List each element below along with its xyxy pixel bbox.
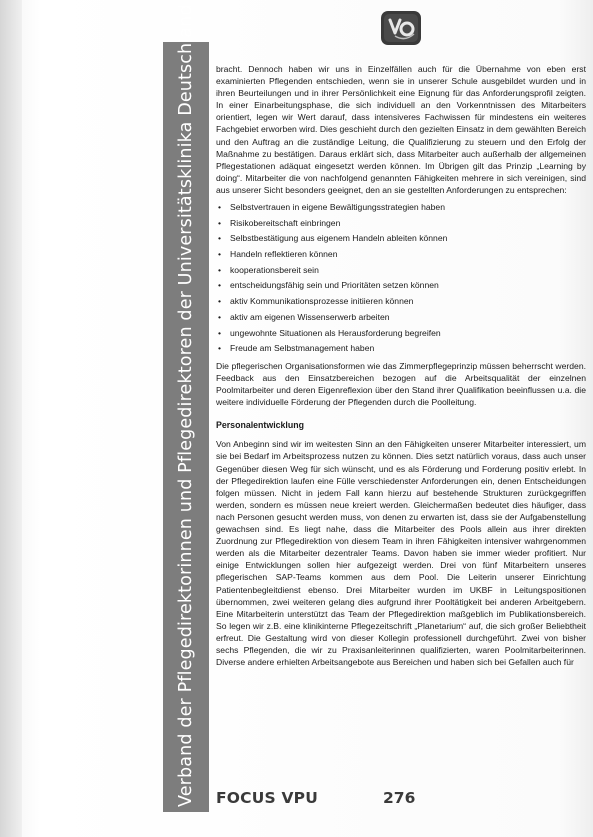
- list-item-text: Selbstbestätigung aus eigenem Handeln ableiten können: [230, 233, 448, 244]
- bullet-icon: •: [218, 217, 222, 228]
- list-item: [216, 200, 586, 216]
- bullet-icon: •: [218, 202, 222, 213]
- list-item: [216, 278, 586, 294]
- side-title: Verband der Pflegedirektorinnen und Pflegedirektoren der Universitätsklinika Deutschland: [176, 4, 196, 807]
- intro-paragraph: bracht. Dennoch haben wir uns in Einzelfällen auch für die Übernahme von eben erst examinierten Pflegenden entschieden, wenn sie in unserer Schule ausgebildet wurden und in ihren Beurteilungen und in ihrer Persönlichkeit eine Eignung für das Anforderungsprofil zeigten. In einer Einarbeitungsphase, die sich individuell an den Vorkenntnissen des Mitarbeiters orientiert, legen wir Wert darauf, dass intensiveres Fachwissen für mindestens ein weiteres Fachgebiet erworben wird. Dies geschieht durch den gezielten Einsatz in dem gewählten Bereich und den Auftrag an die zuständige Leitung, die Qualifizierung zu steuern und den Erfolg der Maßnahme zu bestätigen. Daraus erklärt sich, dass Mitarbeiter auch außerhalb der allgemeinen Pflegestationen adäquat eingesetzt werden können. Im Übrigen gilt das Prinzip „Learning by doing“. Mitarbeiter die von nachfolgend genannten Fähigkeiten mehrere in sich vereinigen, sind aus unserer Sicht besonders geeignet, den an sie gestellten Anforderungen zu entsprechen:: [216, 64, 586, 195]
- page-binding-shadow: [0, 0, 22, 837]
- bullet-icon: •: [218, 264, 222, 275]
- list-item: [216, 263, 586, 279]
- requirements-list: [216, 200, 586, 357]
- vpu-logo-icon: [381, 11, 421, 45]
- bullet-icon: •: [218, 280, 222, 291]
- bullet-icon: •: [218, 249, 222, 260]
- page-number: 276: [383, 789, 416, 807]
- list-item-text: Selbstvertrauen in eigene Bewältigungsstrategien haben: [230, 202, 445, 213]
- vpu-logo-graphic: [381, 11, 421, 45]
- list-item-text: ungewohnte Situationen als Herausforderung begreifen: [230, 327, 441, 338]
- list-item: [216, 231, 586, 247]
- list-item-text: kooperationsbereit sein: [230, 264, 319, 275]
- bullet-icon: •: [218, 296, 222, 307]
- personnel-development-paragraph: Von Anbeginn sind wir im weitesten Sinn an den Fähigkeiten unserer Mitarbeiter interessiert, um sie bei Bedarf im Arbeitsprozess nutzen zu können. Dies setzt natürlich voraus, dass auch unser Gegenüber diesen Weg für sich wünscht, und es als Förderung und Forderung positiv erlebt. In der Pflegedirektion laufen eine Fülle verschiedenster Anforderungen ein, denen Entscheidungen folgen müssen. Nicht in jedem Fall kann hierzu auf bestehende Strukturen zurückgegriffen werden, sondern es müssen neue kreiert werden. Gleichermaßen bedeutet dies häufiger, dass nach Personen gesucht werden muss, von denen zu erwarten ist, dass sie der Aufgabenstellung gewachsen sind. Es liegt nahe, dass die Mitarbeiter des Pools allein aus ihrer direkten Zuordnung zur Pflegedirektion von diesem Team in ihren Fähigkeiten intensiver wahrgenommen werden als die Mitarbeiter dezentraler Teams. Davon haben sie immer wieder profitiert. Nur einige Entwicklungen sollen hier aufgezeigt werden. Drei von fünf Mitarbeitern unseres pflegerischen SAP-Teams kommen aus dem Pool. Die Leiterin unserer Einrichtung Patientenbegleitdienst ebenso. Drei Mitarbeiter wurden im UKBF in Leitungspositionen übernommen, zwei weiteren gelang dies aufgrund ihrer Pooltätigkeit bei anderen Arbeitgebern. Eine Mitarbeiterin unterstützt das Team der Pflegedirektion maßgeblich im Publikationsbereich. So legen wir z.B. eine klinikinterne Pflegezeitschrift „Planetarium“ auf, die sich großer Beliebtheit erfreut. Die Gestaltung wird von dieser Kollegin professionell durchgeführt. Zwei von bisher sechs Pflegenden, die wir zu Praxisanleiterinnen qualifizierten, waren Poolmitarbeiterinnen. Diverse andere erhielten Arbeitsangebote aus Bereichen und haben sich bei Gefallen auch für: [216, 439, 586, 668]
- list-item-text: Handeln reflektieren können: [230, 249, 338, 260]
- footer-brand: FOCUS VPU: [216, 789, 319, 807]
- bullet-icon: •: [218, 327, 222, 338]
- bullet-icon: •: [218, 233, 222, 244]
- list-item-text: entscheidungsfähig sein und Prioritäten setzen können: [230, 280, 439, 291]
- bullet-icon: •: [218, 311, 222, 322]
- organisation-paragraph: Die pflegerischen Organisationsformen wie das Zimmerpflegeprinzip müssen beherrscht werden. Feedback aus den Einsatzbereichen bezogen auf die Arbeitsqualität der einzelnen Poolmitarbeiter und deren Eigenreflexion über den Stand ihrer Qualifikation beeinflussen u.a. die weitere individuelle Förderung der Pflegenden durch die Poolleitung.: [216, 360, 586, 408]
- list-item: [216, 326, 586, 342]
- list-item: [216, 294, 586, 310]
- list-item-text: aktiv Kommunikationsprozesse initiieren können: [230, 296, 414, 307]
- list-item: [216, 310, 586, 326]
- bullet-icon: •: [218, 343, 222, 354]
- list-item-text: Freude am Selbstmanagement haben: [230, 343, 375, 354]
- list-item: [216, 216, 586, 232]
- list-item: [216, 341, 586, 357]
- list-item-text: Risikobereitschaft einbringen: [230, 217, 341, 228]
- article-body: [216, 63, 586, 668]
- section-heading: Personalentwicklung: [216, 420, 304, 431]
- list-item: [216, 247, 586, 263]
- list-item-text: aktiv am eigenen Wissenserwerb arbeiten: [230, 311, 390, 322]
